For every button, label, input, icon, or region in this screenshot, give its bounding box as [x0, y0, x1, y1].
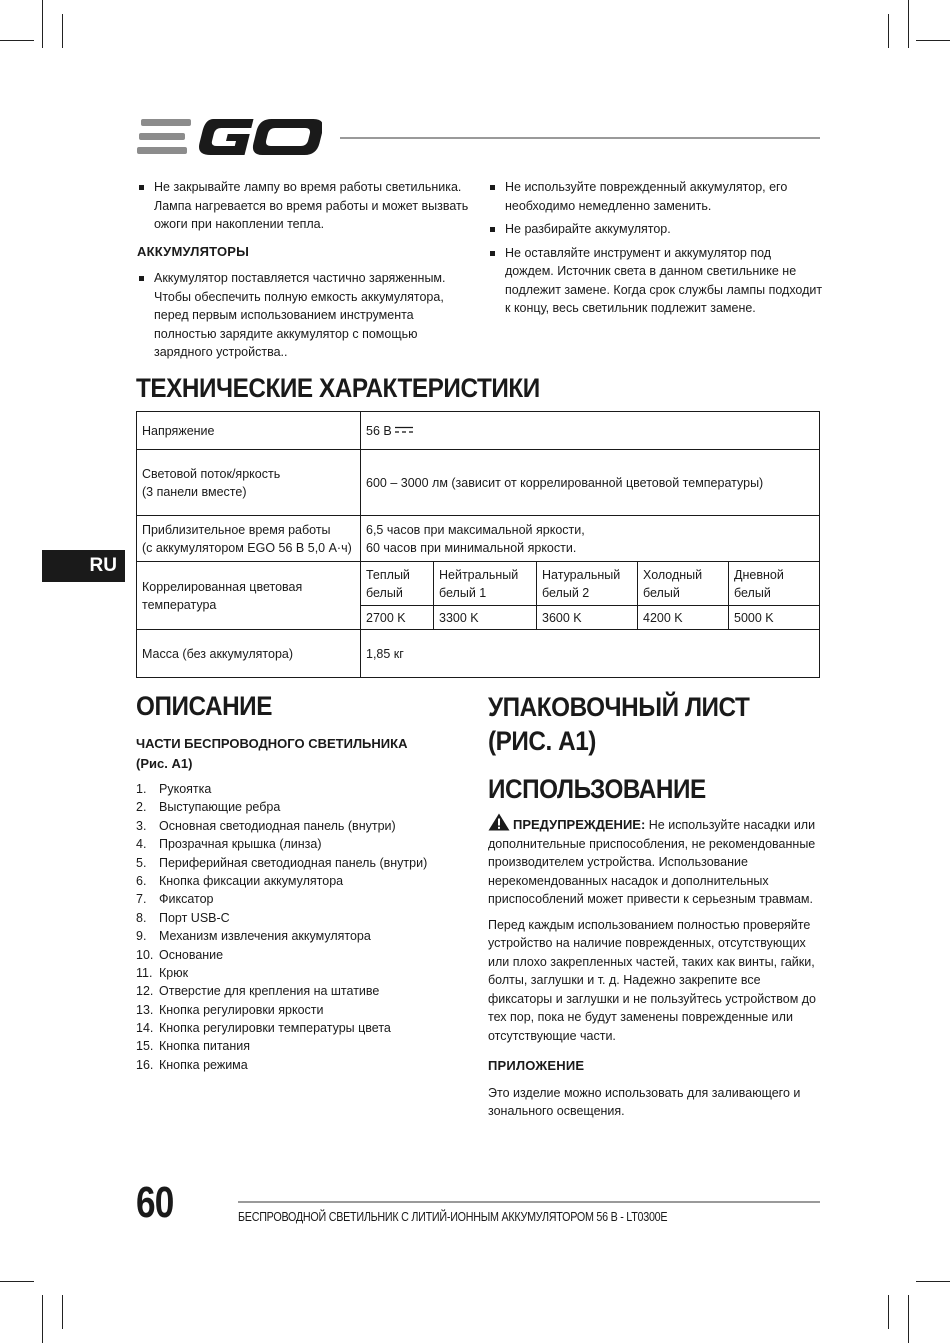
table-row — [137, 630, 820, 678]
crop-mark — [0, 40, 34, 41]
parts-subheading-title: ЧАСТИ БЕСПРОВОДНОГО СВЕТИЛЬНИКА — [136, 736, 408, 751]
list-item — [136, 1056, 466, 1074]
part-number: 3. — [136, 818, 147, 833]
cct-name-cell — [434, 562, 537, 606]
list-item — [136, 1001, 466, 1019]
cct-label-cell — [137, 562, 361, 630]
runtime-label-note: (с аккумулятором EGO 56 В 5,0 А·ч) — [142, 540, 352, 555]
part-number: 5. — [136, 855, 147, 870]
part-number: 15. — [136, 1039, 154, 1054]
runtime-label-cell — [137, 516, 361, 562]
part-name: Кнопка регулировки яркости — [159, 1002, 324, 1017]
list-item: Аккумулятор поставляется частично заряженным. Чтобы обеспечить полную емкость аккумулятора, перед первым использованием инструмента полностью зарядите аккумулятор с помощью зарядного устройства.. — [137, 269, 472, 362]
part-number: 13. — [136, 1002, 154, 1017]
cct-name: белый 1 — [439, 585, 487, 600]
list-item — [136, 927, 466, 945]
part-name: Основная светодиодная панель (внутри) — [159, 818, 396, 833]
table-row — [137, 450, 820, 516]
parts-subheading-figure: (Рис. A1) — [136, 756, 193, 771]
cct-name: Нейтральный — [439, 567, 519, 582]
page-number: 60 — [136, 1178, 174, 1227]
description-heading: ОПИСАНИЕ — [136, 691, 272, 721]
crop-mark — [62, 1295, 63, 1329]
cct-kelvin: 4200 K — [638, 606, 729, 630]
part-number: 7. — [136, 892, 147, 907]
cct-name: белый 2 — [542, 585, 590, 600]
mass-label: Масса (без аккумулятора) — [137, 630, 361, 678]
voltage-label: Напряжение — [137, 412, 361, 450]
cct-name-cell — [729, 562, 820, 606]
specs-heading: ТЕХНИЧЕСКИЕ ХАРАКТЕРИСТИКИ — [136, 373, 540, 403]
part-name: Основание — [159, 947, 224, 962]
cct-name-cell — [638, 562, 729, 606]
list-item — [136, 946, 466, 964]
crop-mark — [0, 1281, 34, 1282]
parts-column — [136, 780, 466, 1074]
usage-column — [488, 813, 821, 1128]
part-number: 11. — [136, 965, 153, 980]
cct-name: Дневной — [734, 567, 784, 582]
voltage-value: 56 В — [366, 423, 392, 438]
packing-heading-title: УПАКОВОЧНЫЙ ЛИСТ — [488, 692, 750, 722]
list-item: Не разбирайте аккумулятор. — [488, 220, 823, 239]
list-item — [136, 964, 466, 982]
part-number: 2. — [136, 800, 147, 815]
parts-subheading — [136, 734, 466, 774]
part-number: 10. — [136, 947, 154, 962]
list-item — [136, 1019, 466, 1037]
parts-list — [136, 780, 466, 1074]
cct-name: белый — [734, 585, 771, 600]
crop-mark — [908, 0, 909, 48]
usage-heading: ИСПОЛЬЗОВАНИЕ — [488, 774, 706, 804]
packing-heading-figure: (РИС. A1) — [488, 726, 596, 756]
crop-mark — [908, 1295, 909, 1343]
cct-name-cell — [537, 562, 638, 606]
footer-rule — [238, 1201, 820, 1203]
part-name: Прозрачная крышка (линза) — [159, 837, 322, 852]
list-item — [136, 817, 466, 835]
list-item — [136, 835, 466, 853]
part-number: 14. — [136, 1021, 154, 1036]
application-heading: ПРИЛОЖЕНИЕ — [488, 1058, 585, 1073]
part-name: Кнопка питания — [159, 1039, 251, 1054]
warning-text: Не используйте насадки или дополнительные приспособления, не рекомендованные производителем устройства. Использование нерекомендованных насадок и дополнительных приспособлений может привести к серьезным травмам. — [488, 818, 816, 906]
part-name: Выступающие ребра — [159, 800, 281, 815]
list-item: Не закрывайте лампу во время работы светильника. Лампа нагревается во время работы и может вызвать ожоги при накоплении тепла. — [137, 178, 472, 234]
warning-label: ПРЕДУПРЕЖДЕНИЕ: — [513, 817, 646, 832]
crop-mark — [888, 1295, 889, 1329]
footer-title: БЕСПРОВОДНОЙ СВЕТИЛЬНИК С ЛИТИЙ-ИОННЫМ АККУМУЛЯТОРОМ 56 В - LT0300E — [238, 1210, 668, 1224]
cct-name: белый — [366, 585, 403, 600]
part-number: 4. — [136, 837, 147, 852]
crop-mark — [42, 0, 43, 48]
top-left-column — [137, 178, 472, 367]
part-name: Фиксатор — [159, 892, 214, 907]
batteries-heading: АККУМУЛЯТОРЫ — [137, 243, 250, 259]
warning-triangle-icon — [488, 813, 510, 831]
table-row — [137, 516, 820, 562]
voltage-value-cell — [361, 412, 820, 450]
part-name: Кнопка фиксации аккумулятора — [159, 873, 344, 888]
specs-table — [136, 411, 820, 678]
runtime-value-cell — [361, 516, 820, 562]
flux-value: 600 – 3000 лм (зависит от коррелированной цветовой температуры) — [361, 450, 820, 516]
list-item — [136, 854, 466, 872]
list-item — [136, 982, 466, 1000]
flux-label-cell — [137, 450, 361, 516]
part-name: Кнопка регулировки температуры цвета — [159, 1021, 391, 1036]
part-number: 9. — [136, 929, 147, 944]
cct-name: Теплый — [366, 567, 410, 582]
part-number: 12. — [136, 984, 154, 999]
part-number: 8. — [136, 910, 147, 925]
application-paragraph: Это изделие можно использовать для заливающего и зонального освещения. — [488, 1085, 801, 1118]
list-item: Не используйте поврежденный аккумулятор, его необходимо немедленно заменить. — [488, 178, 823, 215]
cct-kelvin: 3300 K — [434, 606, 537, 630]
flux-label-note: (3 панели вместе) — [142, 484, 247, 499]
crop-mark — [916, 1281, 950, 1282]
list-item — [136, 1037, 466, 1055]
cct-kelvin: 3600 K — [537, 606, 638, 630]
top-right-column — [488, 178, 823, 323]
battery-safety-list — [488, 178, 823, 318]
part-name: Механизм извлечения аккумулятора — [159, 929, 371, 944]
part-name: Кнопка режима — [159, 1057, 248, 1072]
cct-label-cont: температура — [142, 597, 217, 612]
crop-mark — [62, 14, 63, 48]
lamp-warning-list — [137, 178, 472, 234]
part-number: 1. — [136, 782, 147, 796]
language-tab: RU — [42, 550, 125, 582]
runtime-value-max: 6,5 часов при максимальной яркости, — [366, 522, 585, 537]
cct-kelvin: 2700 K — [361, 606, 434, 630]
cct-name-cell — [361, 562, 434, 606]
part-name: Рукоятка — [159, 782, 212, 796]
runtime-label: Приблизительное время работы — [142, 522, 331, 537]
list-item — [136, 798, 466, 816]
warning-paragraph — [488, 813, 821, 909]
part-name: Порт USB-C — [159, 910, 230, 925]
crop-mark — [42, 1295, 43, 1343]
mass-value: 1,85 кг — [361, 630, 820, 678]
flux-label: Световой поток/яркость — [142, 466, 281, 481]
list-item — [136, 909, 466, 927]
runtime-value-min: 60 часов при минимальной яркости. — [366, 540, 577, 555]
dc-symbol-icon — [395, 426, 413, 434]
table-row — [137, 412, 820, 450]
cct-kelvin: 5000 K — [729, 606, 820, 630]
cct-name: Натуральный — [542, 567, 621, 582]
part-name: Отверстие для крепления на штативе — [159, 984, 380, 999]
cct-name: Холодный — [643, 567, 703, 582]
part-name: Периферийная светодиодная панель (внутри) — [159, 855, 428, 870]
header-rule — [340, 137, 820, 139]
list-item — [136, 872, 466, 890]
part-number: 6. — [136, 873, 147, 888]
list-item: Не оставляйте инструмент и аккумулятор под дождем. Источник света в данном светильнике не подлежит замене. Когда срок службы лампы подходит к концу, весь светильник подлежит замене. — [488, 244, 823, 318]
crop-mark — [888, 14, 889, 48]
packing-heading — [488, 690, 749, 758]
cct-name: белый — [643, 585, 680, 600]
battery-list — [137, 269, 472, 362]
part-name: Крюк — [159, 965, 189, 980]
inspection-paragraph: Перед каждым использованием полностью проверяйте устройство на наличие поврежденных, отсутствующих или плохо закрепленных частей, таких как винты, гайки, болты, заглушки и т. д. Надежно закрепите все фиксаторы и заглушки и не пользуйтесь устройством до тех пор, пока не будут заменены поврежденные или отсутствующие части. — [488, 917, 817, 1043]
table-row — [137, 562, 820, 606]
crop-mark — [916, 40, 950, 41]
list-item — [136, 780, 466, 798]
list-item — [136, 890, 466, 908]
cct-label: Коррелированная цветовая — [142, 579, 303, 594]
ego-logo — [137, 113, 322, 161]
part-number: 16. — [136, 1057, 154, 1072]
